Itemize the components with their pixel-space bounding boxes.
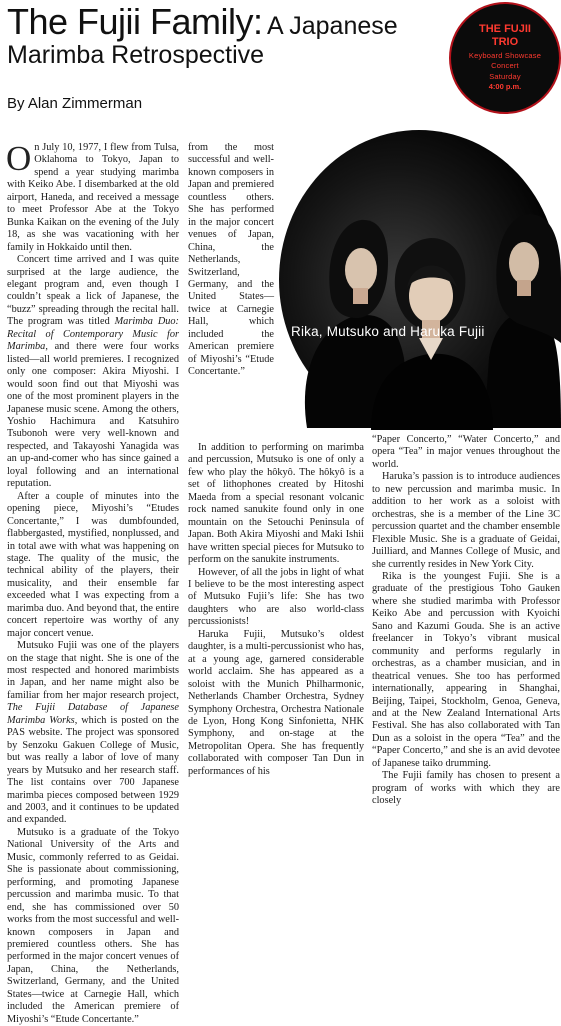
paragraph-11: Haruka’s passion is to introduce audiences to new percussion and marimba music. In addition to her work as a soloist with orchestras, she is a member of the Line 3C percussion quartet and the chamber ensemble Flexible Music. She is a graduate of Geidai, Juilliard, and Mannes College of Music, and she currently resides in New York City. <box>372 471 560 570</box>
byline: By Alan Zimmerman <box>7 95 143 112</box>
article-column-2-lower <box>188 442 364 777</box>
badge-line-4: Concert <box>491 61 519 71</box>
article-headline <box>7 2 437 69</box>
article-column-1 <box>6 139 179 1025</box>
paragraph-2: Concert time arrived and I was quite surprised at the large audience, the elegant program and, even though I couldn’t speak a lick of Japanese, the “buzz” spreading through the recital hall. The program was titled Marimba Duo: Recital of Contemporary Music for Marimba, and there were four works listed—all world premieres. I recognized only one composer: Akira Miyoshi. I would soon find out that Miyoshi was one of the most prominent players in the Japanese music scene. Among the others, Yoshio Hachimura and Katsuhiro Tsubonoh were very well-known and respected, and Takayoshi Yanagida was an up-and-comer who has since gained a loyal following and an international reputation. <box>7 254 179 490</box>
badge-line-5: Saturday <box>489 71 521 81</box>
paragraph-13: The Fujii family has chosen to present a program of works with which they are closely <box>372 770 560 807</box>
badge-line-1: THE FUJII <box>479 23 531 35</box>
paragraph-4: Mutsuko Fujii was one of the players on the stage that night. She is one of the most respected and honored marimbists in Japan, and her name might also be familiar from her major research project, The Fujii Database of Japanese Marimba Works, which is posted on the PAS website. The project was sponsored by Senzoku Gakuen College of Music, but was really a labor of love of many years by Mutsuko and her research staff. The list contains over 700 Japanese marimba pieces composed between 1929 and 2003, and it continues to be updated and expanded. <box>7 640 179 826</box>
badge-line-6: 4:00 p.m. <box>488 81 522 91</box>
headline-sub-b: Marimba Retrospective <box>7 41 265 70</box>
paragraph-9: Haruka Fujii, Mutsuko’s oldest daughter, is a multi-percussionist who has, at a young age, garnered considerable world acclaim. She has appeared as a soloist with the Munich Philharmonic, Netherlands Chamber Orchestra, Sydney Symphony Orchestra, Orchestra Nationale de Lyon, Hong Kong Sinfonietta, NHK Symphony, and on-stage at the Metropolitan Opera. She has frequently collaborated with composer Tan Dun in performances of his <box>188 628 364 777</box>
headline-sub-a: A Japanese <box>267 12 398 40</box>
badge-line-2: TRIO <box>491 35 519 48</box>
event-badge <box>449 2 561 114</box>
badge-line-3: Keyboard Showcase <box>468 51 542 61</box>
article-column-3 <box>372 434 560 807</box>
article-column-2-upper <box>188 142 274 442</box>
paragraph-5: Mutsuko is a graduate of the Tokyo National University of the Arts and Music, commonly referred to as Geidai. She is passionate about commissioning, performing, and promoting Japanese percussion and marimba music. To that end, she has commissioned over 50 works from the most successful and well-known composers in Japan and premiered countless others. She has performed in the major concert venues of Japan, China, the Netherlands, Switzerland, Germany, and the United States—twice at Carnegie Hall, which included the American premiere of Miyoshi’s “Etude Concertante.” <box>7 826 179 1025</box>
paragraph-8: However, of all the jobs in light of what I believe to be the most interesting aspect of Mutsuko Fujii’s life: She has two daughters who are also world-class percussionists! <box>188 566 364 628</box>
paragraph-3: After a couple of minutes into the opening piece, Miyoshi’s “Etudes Concertante,” I was dumbfounded, flabbergasted, mystified, nonplussed, and in total awe with what was happening on stage. The quality of the music, the technical ability of the players, their musicality, and their ensemble far exceeded what I was expecting from a marimba duo. And beyond that, the entire concert repertoire was worthy of any major concert venue. <box>7 490 179 639</box>
paragraph-7: In addition to performing on marimba and percussion, Mutsuko is one of only a few who play the hôkyô. The hôkyô is a set of lithophones created by Hitoshi Maeda from a special resonant volcanic rock named sanukite found only in one mountain on the Setouchi Peninsula of Japan. Both Akira Miyoshi and Maki Ishii have written special pieces for Mutsuko to perform on the sanukite instruments. <box>188 442 364 566</box>
paragraph-12: Rika is the youngest Fujii. She is a graduate of the prestigious Toho Gauken where she studied marimba with Professor Keiko Abe and percussion with Kyoichi Sano and Kazumi Gouda. She is an active freelancer in Tokyo’s vibrant musical community and performs regularly in orchestras, as a chamber musician, and in theatrical venues. She too has performed internationally, appearing in Shanghai, Beijing, Taipei, Stockholm, Genoa, Geneva, and at the New Zealand International Arts Festival. She has also collaborated with Tan Dun as a soloist in the opera “Tea” and the “Paper Concerto,” and she is an avid devotee of Japanese taiko drumming. <box>372 570 560 769</box>
paragraph-1: On July 10, 1977, I flew from Tulsa, Oklahoma to Tokyo, Japan to spend a year studying marimba with Keiko Abe. I disembarked at the old airport, Haneda, and received a message to meet Professor Abe at the Tokyo Bunka Kaikan on the evening of the July 18, as she was vacationing with her family in Hokkaido until then. <box>6 139 179 253</box>
paragraph-5-continued: from the most successful and well-known composers in Japan and premiered countless others. She has performed in the major concert venues of Japan, China, the Netherlands, Switzerland, Germany, and the United States—twice at Carnegie Hall, which included the American premiere of Miyoshi’s “Etude Concertante.” <box>188 142 274 378</box>
paragraph-10: “Paper Concerto,” “Water Concerto,” and opera “Tea” in major venues throughout the world. <box>372 434 560 470</box>
headline-main: The Fujii Family: <box>7 1 263 42</box>
drop-cap: O <box>6 139 32 178</box>
photo-caption: Rika, Mutsuko and Haruka Fujii <box>291 324 485 339</box>
